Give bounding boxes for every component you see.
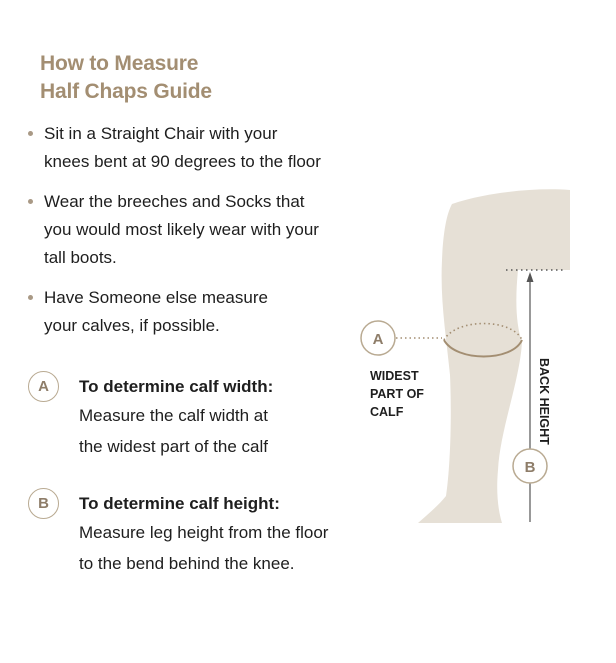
bullet-text: you would most likely wear with your <box>44 220 319 239</box>
step-text: the widest part of the calf <box>79 437 268 456</box>
badge-a: A <box>28 371 59 402</box>
widest-label-line-2: PART OF <box>370 387 424 401</box>
bullet-text: knees bent at 90 degrees to the floor <box>44 152 321 171</box>
badge-b: B <box>28 488 59 519</box>
widest-label-line-3: CALF <box>370 405 404 419</box>
back-height-label: BACK HEIGHT <box>537 358 551 445</box>
bullet-text: Have Someone else measure <box>44 288 268 307</box>
arrow-up-icon <box>527 272 534 282</box>
bullet-text: tall boots. <box>44 248 117 267</box>
step-text: Measure leg height from the floor <box>79 523 329 542</box>
bullet-text: Wear the breeches and Socks that <box>44 192 305 211</box>
step-heading: To determine calf width: <box>79 377 274 396</box>
bullet-text: Sit in a Straight Chair with your <box>44 124 278 143</box>
title-line-2: Half Chaps Guide <box>40 80 212 103</box>
marker-a-label: A <box>372 331 384 348</box>
step-text: Measure the calf width at <box>79 406 268 425</box>
widest-label-line-1: WIDEST <box>370 369 419 383</box>
step-heading: To determine calf height: <box>79 494 280 513</box>
marker-b-label: B <box>524 459 536 476</box>
step-text: to the bend behind the knee. <box>79 554 295 573</box>
bullet-text: your calves, if possible. <box>44 316 220 335</box>
title-line-1: How to Measure <box>40 52 199 75</box>
